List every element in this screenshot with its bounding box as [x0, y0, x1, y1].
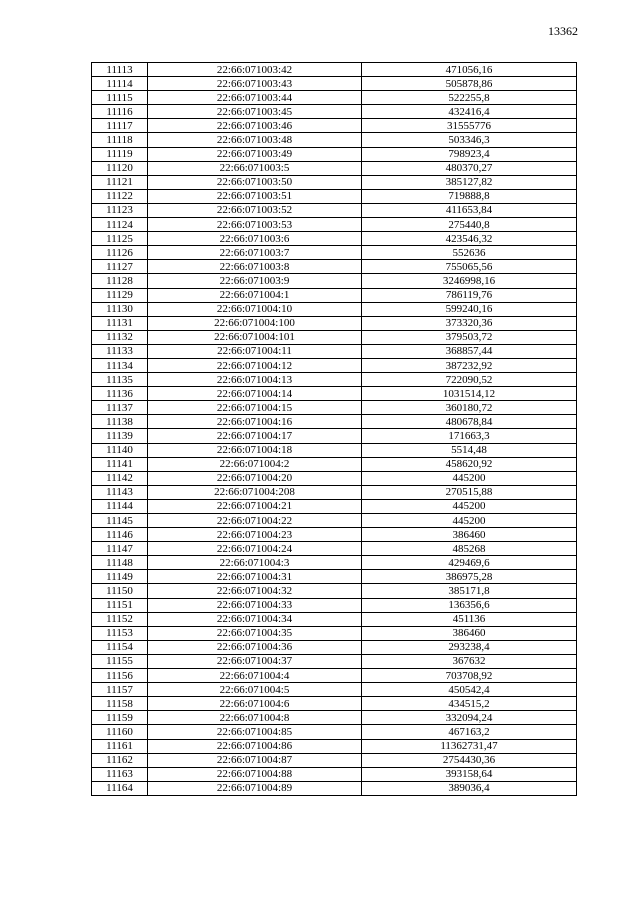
cadastral-value-cell: 755065,56 — [362, 260, 577, 274]
row-number-cell: 11138 — [92, 415, 148, 429]
cadastral-number-cell: 22:66:071004:12 — [148, 358, 362, 372]
table-row — [92, 91, 577, 105]
row-number-cell: 11119 — [92, 147, 148, 161]
row-number-cell: 11164 — [92, 781, 148, 795]
table-row — [92, 105, 577, 119]
row-number-cell: 11118 — [92, 133, 148, 147]
row-number-cell: 11158 — [92, 697, 148, 711]
row-number-cell: 11160 — [92, 725, 148, 739]
cadastral-number-cell: 22:66:071004:4 — [148, 669, 362, 683]
row-number-cell: 11135 — [92, 373, 148, 387]
cadastral-value-cell: 703708,92 — [362, 669, 577, 683]
cadastral-number-cell: 22:66:071003:46 — [148, 119, 362, 133]
cadastral-number-cell: 22:66:071004:18 — [148, 443, 362, 457]
cadastral-value-cell: 360180,72 — [362, 401, 577, 415]
table-row — [92, 485, 577, 499]
table-row — [92, 640, 577, 654]
cadastral-number-cell: 22:66:071004:6 — [148, 697, 362, 711]
cadastral-number-cell: 22:66:071004:14 — [148, 387, 362, 401]
row-number-cell: 11121 — [92, 175, 148, 189]
cadastral-value-cell: 386460 — [362, 626, 577, 640]
row-number-cell: 11145 — [92, 514, 148, 528]
cadastral-number-cell: 22:66:071003:45 — [148, 105, 362, 119]
cadastral-number-cell: 22:66:071003:9 — [148, 274, 362, 288]
table-row — [92, 683, 577, 697]
row-number-cell: 11143 — [92, 485, 148, 499]
table-row — [92, 739, 577, 753]
cadastral-number-cell: 22:66:071004:13 — [148, 373, 362, 387]
table-row — [92, 63, 577, 77]
table-row — [92, 232, 577, 246]
table-row — [92, 711, 577, 725]
table-row — [92, 697, 577, 711]
cadastral-number-cell: 22:66:071004:89 — [148, 781, 362, 795]
cadastral-value-cell: 485268 — [362, 542, 577, 556]
table-row — [92, 373, 577, 387]
cadastral-value-cell: 171663,3 — [362, 429, 577, 443]
table-row — [92, 669, 577, 683]
table-row — [92, 725, 577, 739]
row-number-cell: 11153 — [92, 626, 148, 640]
cadastral-value-cell: 445200 — [362, 514, 577, 528]
cadastral-number-cell: 22:66:071004:37 — [148, 654, 362, 668]
cadastral-value-cell: 798923,4 — [362, 147, 577, 161]
cadastral-value-cell: 719888,8 — [362, 189, 577, 203]
cadastral-value-cell: 429469,6 — [362, 556, 577, 570]
table-row — [92, 514, 577, 528]
cadastral-number-cell: 22:66:071004:36 — [148, 640, 362, 654]
table-body — [92, 63, 577, 796]
cadastral-value-cell: 480678,84 — [362, 415, 577, 429]
row-number-cell: 11162 — [92, 753, 148, 767]
cadastral-value-cell: 31555776 — [362, 119, 577, 133]
row-number-cell: 11131 — [92, 316, 148, 330]
cadastral-number-cell: 22:66:071004:87 — [148, 753, 362, 767]
cadastral-number-cell: 22:66:071003:51 — [148, 189, 362, 203]
cadastral-value-cell: 599240,16 — [362, 302, 577, 316]
cadastral-value-cell: 423546,32 — [362, 232, 577, 246]
table-row — [92, 77, 577, 91]
cadastral-value-cell: 387232,92 — [362, 358, 577, 372]
row-number-cell: 11128 — [92, 274, 148, 288]
cadastral-number-cell: 22:66:071004:85 — [148, 725, 362, 739]
row-number-cell: 11113 — [92, 63, 148, 77]
cadastral-value-cell: 385127,82 — [362, 175, 577, 189]
cadastral-number-cell: 22:66:071003:43 — [148, 77, 362, 91]
cadastral-value-cell: 467163,2 — [362, 725, 577, 739]
table-row — [92, 457, 577, 471]
cadastral-number-cell: 22:66:071003:50 — [148, 175, 362, 189]
cadastral-value-cell: 270515,88 — [362, 485, 577, 499]
cadastral-value-table — [91, 62, 577, 796]
cadastral-number-cell: 22:66:071004:35 — [148, 626, 362, 640]
table-row — [92, 612, 577, 626]
cadastral-number-cell: 22:66:071004:21 — [148, 499, 362, 513]
table-row — [92, 344, 577, 358]
cadastral-value-cell: 786119,76 — [362, 288, 577, 302]
cadastral-number-cell: 22:66:071004:32 — [148, 584, 362, 598]
row-number-cell: 11120 — [92, 161, 148, 175]
cadastral-value-cell: 505878,86 — [362, 77, 577, 91]
cadastral-number-cell: 22:66:071004:10 — [148, 302, 362, 316]
cadastral-value-cell: 522255,8 — [362, 91, 577, 105]
cadastral-value-cell: 386975,28 — [362, 570, 577, 584]
cadastral-number-cell: 22:66:071004:15 — [148, 401, 362, 415]
row-number-cell: 11159 — [92, 711, 148, 725]
row-number-cell: 11155 — [92, 654, 148, 668]
table-row — [92, 147, 577, 161]
table-row — [92, 767, 577, 781]
table-row — [92, 260, 577, 274]
cadastral-number-cell: 22:66:071003:49 — [148, 147, 362, 161]
cadastral-value-cell: 1031514,12 — [362, 387, 577, 401]
table-row — [92, 246, 577, 260]
row-number-cell: 11156 — [92, 669, 148, 683]
row-number-cell: 11129 — [92, 288, 148, 302]
cadastral-number-cell: 22:66:071004:101 — [148, 330, 362, 344]
cadastral-number-cell: 22:66:071004:33 — [148, 598, 362, 612]
cadastral-number-cell: 22:66:071003:42 — [148, 63, 362, 77]
cadastral-value-cell: 367632 — [362, 654, 577, 668]
row-number-cell: 11146 — [92, 528, 148, 542]
cadastral-number-cell: 22:66:071004:34 — [148, 612, 362, 626]
cadastral-value-cell: 3246998,16 — [362, 274, 577, 288]
table-row — [92, 316, 577, 330]
row-number-cell: 11117 — [92, 119, 148, 133]
cadastral-number-cell: 22:66:071004:22 — [148, 514, 362, 528]
row-number-cell: 11132 — [92, 330, 148, 344]
cadastral-value-cell: 379503,72 — [362, 330, 577, 344]
table-row — [92, 358, 577, 372]
cadastral-number-cell: 22:66:071003:48 — [148, 133, 362, 147]
cadastral-number-cell: 22:66:071004:5 — [148, 683, 362, 697]
row-number-cell: 11123 — [92, 203, 148, 217]
table-row — [92, 401, 577, 415]
table-row — [92, 556, 577, 570]
table-row — [92, 584, 577, 598]
row-number-cell: 11115 — [92, 91, 148, 105]
table-row — [92, 189, 577, 203]
table-row — [92, 288, 577, 302]
table-row — [92, 654, 577, 668]
cadastral-number-cell: 22:66:071004:8 — [148, 711, 362, 725]
row-number-cell: 11150 — [92, 584, 148, 598]
cadastral-number-cell: 22:66:071004:11 — [148, 344, 362, 358]
cadastral-number-cell: 22:66:071004:3 — [148, 556, 362, 570]
table-row — [92, 330, 577, 344]
table-row — [92, 274, 577, 288]
cadastral-value-cell: 136356,6 — [362, 598, 577, 612]
row-number-cell: 11144 — [92, 499, 148, 513]
cadastral-number-cell: 22:66:071003:52 — [148, 203, 362, 217]
row-number-cell: 11151 — [92, 598, 148, 612]
cadastral-value-cell: 445200 — [362, 499, 577, 513]
table-row — [92, 443, 577, 457]
cadastral-number-cell: 22:66:071003:8 — [148, 260, 362, 274]
table-row — [92, 781, 577, 795]
row-number-cell: 11147 — [92, 542, 148, 556]
cadastral-value-cell: 11362731,47 — [362, 739, 577, 753]
row-number-cell: 11152 — [92, 612, 148, 626]
table-row — [92, 528, 577, 542]
cadastral-number-cell: 22:66:071003:5 — [148, 161, 362, 175]
row-number-cell: 11141 — [92, 457, 148, 471]
cadastral-number-cell: 22:66:071004:208 — [148, 485, 362, 499]
cadastral-value-cell: 385171,8 — [362, 584, 577, 598]
cadastral-value-cell: 2754430,36 — [362, 753, 577, 767]
table-row — [92, 471, 577, 485]
cadastral-number-cell: 22:66:071004:88 — [148, 767, 362, 781]
table-row — [92, 499, 577, 513]
table-row — [92, 161, 577, 175]
row-number-cell: 11124 — [92, 218, 148, 232]
table-row — [92, 570, 577, 584]
table-row — [92, 302, 577, 316]
row-number-cell: 11127 — [92, 260, 148, 274]
row-number-cell: 11125 — [92, 232, 148, 246]
cadastral-value-cell: 450542,4 — [362, 683, 577, 697]
page-number: 13362 — [548, 24, 578, 38]
cadastral-value-cell: 480370,27 — [362, 161, 577, 175]
cadastral-number-cell: 22:66:071004:1 — [148, 288, 362, 302]
table-row — [92, 387, 577, 401]
table-row — [92, 218, 577, 232]
row-number-cell: 11137 — [92, 401, 148, 415]
table-row — [92, 626, 577, 640]
cadastral-value-cell: 451136 — [362, 612, 577, 626]
cadastral-number-cell: 22:66:071004:24 — [148, 542, 362, 556]
cadastral-value-cell: 332094,24 — [362, 711, 577, 725]
table-row — [92, 175, 577, 189]
row-number-cell: 11163 — [92, 767, 148, 781]
cadastral-value-cell: 389036,4 — [362, 781, 577, 795]
cadastral-value-cell: 503346,3 — [362, 133, 577, 147]
cadastral-number-cell: 22:66:071004:31 — [148, 570, 362, 584]
row-number-cell: 11133 — [92, 344, 148, 358]
table-row — [92, 598, 577, 612]
cadastral-number-cell: 22:66:071004:100 — [148, 316, 362, 330]
cadastral-value-cell: 368857,44 — [362, 344, 577, 358]
table-row — [92, 119, 577, 133]
table-row — [92, 203, 577, 217]
table-row — [92, 415, 577, 429]
table-row — [92, 429, 577, 443]
cadastral-number-cell: 22:66:071003:6 — [148, 232, 362, 246]
cadastral-value-cell: 432416,4 — [362, 105, 577, 119]
row-number-cell: 11154 — [92, 640, 148, 654]
cadastral-value-cell: 393158,64 — [362, 767, 577, 781]
cadastral-value-cell: 552636 — [362, 246, 577, 260]
row-number-cell: 11114 — [92, 77, 148, 91]
row-number-cell: 11149 — [92, 570, 148, 584]
row-number-cell: 11122 — [92, 189, 148, 203]
cadastral-value-cell: 5514,48 — [362, 443, 577, 457]
cadastral-value-cell: 386460 — [362, 528, 577, 542]
cadastral-value-cell: 458620,92 — [362, 457, 577, 471]
row-number-cell: 11136 — [92, 387, 148, 401]
cadastral-value-cell: 373320,36 — [362, 316, 577, 330]
row-number-cell: 11139 — [92, 429, 148, 443]
cadastral-value-cell: 471056,16 — [362, 63, 577, 77]
row-number-cell: 11148 — [92, 556, 148, 570]
cadastral-number-cell: 22:66:071004:86 — [148, 739, 362, 753]
row-number-cell: 11142 — [92, 471, 148, 485]
cadastral-value-cell: 445200 — [362, 471, 577, 485]
row-number-cell: 11126 — [92, 246, 148, 260]
cadastral-number-cell: 22:66:071004:17 — [148, 429, 362, 443]
cadastral-value-cell: 275440,8 — [362, 218, 577, 232]
row-number-cell: 11116 — [92, 105, 148, 119]
cadastral-number-cell: 22:66:071003:7 — [148, 246, 362, 260]
row-number-cell: 11134 — [92, 358, 148, 372]
cadastral-value-cell: 722090,52 — [362, 373, 577, 387]
cadastral-number-cell: 22:66:071003:44 — [148, 91, 362, 105]
cadastral-value-cell: 411653,84 — [362, 203, 577, 217]
row-number-cell: 11130 — [92, 302, 148, 316]
cadastral-number-cell: 22:66:071004:23 — [148, 528, 362, 542]
row-number-cell: 11161 — [92, 739, 148, 753]
row-number-cell: 11140 — [92, 443, 148, 457]
cadastral-value-cell: 434515,2 — [362, 697, 577, 711]
cadastral-value-cell: 293238,4 — [362, 640, 577, 654]
cadastral-number-cell: 22:66:071004:16 — [148, 415, 362, 429]
table-row — [92, 133, 577, 147]
table-row — [92, 753, 577, 767]
cadastral-number-cell: 22:66:071003:53 — [148, 218, 362, 232]
table-row — [92, 542, 577, 556]
row-number-cell: 11157 — [92, 683, 148, 697]
cadastral-number-cell: 22:66:071004:20 — [148, 471, 362, 485]
cadastral-number-cell: 22:66:071004:2 — [148, 457, 362, 471]
